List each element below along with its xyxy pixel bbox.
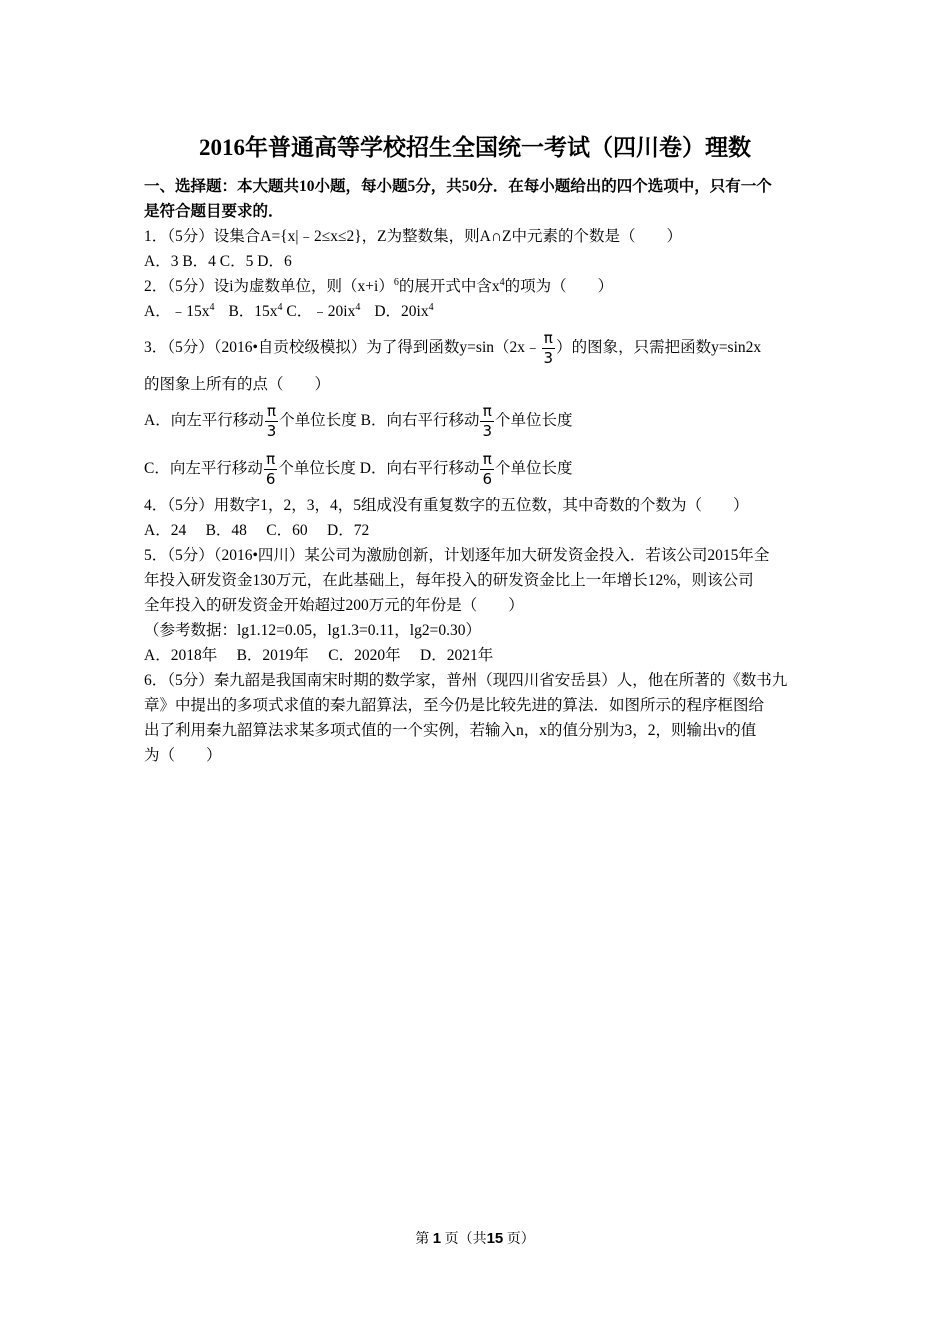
- footer-middle: 页（共: [444, 1232, 487, 1247]
- question-6-line-2: 章》中提出的多项式求值的秦九韶算法，至今仍是比较先进的算法．如图所示的程序框图给: [144, 697, 765, 714]
- fraction-pi-over-3: [480, 403, 494, 440]
- exam-content: [144, 174, 812, 768]
- question-4-options: A．24 B．48 C．60 D．72: [144, 522, 370, 539]
- footer-suffix: 页）: [506, 1232, 535, 1247]
- question-3-stem-cont: 的图象上所有的点（ ）: [144, 376, 331, 393]
- fraction-numerator: π: [543, 328, 553, 347]
- q3-option-a: A．向左平行移动: [144, 412, 264, 429]
- q2-exponent-6: 6: [393, 277, 399, 288]
- q2-option-c-exp: 4: [355, 302, 361, 313]
- q3-option-b: B．向右平行移动: [360, 412, 480, 429]
- question-6-line-1: 6．（5分）秦九韶是我国南宋时期的数学家，普州（现四川省安岳县）人，他在所著的《数书九: [144, 672, 788, 689]
- q2-option-a-exp: 4: [209, 302, 215, 313]
- fraction-numerator: π: [482, 449, 492, 468]
- footer-prefix: 第: [415, 1232, 430, 1247]
- q3-option-d: D．向右平行移动: [359, 460, 480, 477]
- fraction-denominator: 6: [482, 469, 493, 488]
- fraction-numerator: π: [482, 401, 492, 420]
- question-5-options: A．2018年 B．2019年 C．2020年 D．2021年: [144, 647, 494, 664]
- q3-option-a-unit: 个单位长度: [279, 412, 357, 429]
- q3-option-b-unit: 个单位长度: [495, 412, 573, 429]
- question-3-options-ab: [144, 397, 812, 445]
- q2-option-c: C．﹣20ix: [286, 303, 356, 320]
- footer-page-number: 1: [432, 1230, 442, 1247]
- fraction-pi-over-6: [480, 451, 494, 488]
- question-3-options-cd: [144, 445, 812, 493]
- question-5-reference-data: （参考数据：lg1.12=0.05，lg1.3=0.11，lg2=0.30）: [144, 622, 481, 639]
- footer-total-pages: 15: [486, 1230, 504, 1247]
- fraction-denominator: 3: [266, 421, 277, 440]
- q2-stem-part-1: 2．（5分）设i为虚数单位，则（x+i）: [144, 278, 394, 295]
- q2-stem-part-3: 的项为（ ）: [504, 278, 614, 295]
- q3-stem-part-1: 3．（5分）（2016•自贡校级模拟）为了得到函数y=sin（2x﹣: [144, 339, 541, 356]
- question-5-line-3: 全年投入的研发资金开始超过200万元的年份是（ ）: [144, 597, 524, 614]
- question-1-options: A．3 B．4 C．5 D．6: [144, 253, 292, 270]
- fraction-denominator: 3: [482, 421, 493, 440]
- fraction-pi-over-3: [542, 330, 556, 367]
- q3-stem-part-2: ）的图象，只需把函数y=sin2x: [556, 339, 762, 356]
- fraction-pi-over-3: [265, 403, 279, 440]
- fraction-denominator: 3: [543, 348, 554, 367]
- question-6-line-3: 出了利用秦九韶算法求某多项式值的一个实例，若输入n，x的值分别为3，2，则输出v的值: [144, 722, 757, 739]
- q3-option-c-unit: 个单位长度: [278, 460, 356, 477]
- question-2-options: [144, 299, 812, 324]
- question-2-stem: [144, 274, 812, 299]
- question-5-line-2: 年投入研发资金130万元，在此基础上，每年投入的研发资金比上一年增长12%，则该公司: [144, 572, 754, 589]
- q2-option-b: B．15x: [228, 303, 278, 320]
- page-footer: [0, 1228, 950, 1248]
- fraction-numerator: π: [266, 449, 276, 468]
- q2-option-d-exp: 4: [428, 302, 434, 313]
- question-4-stem: 4．（5分）用数字1，2，3，4，5组成没有重复数字的五位数，其中奇数的个数为（ ）: [144, 497, 749, 514]
- question-6-line-4: 为（ ）: [144, 747, 222, 764]
- fraction-denominator: 6: [265, 469, 276, 488]
- question-5-line-1: 5．（5分）（2016•四川）某公司为激励创新，计划逐年加大研发资金投入．若该公司2015年全: [144, 547, 770, 564]
- question-3-stem: [144, 324, 812, 372]
- q2-option-d: D．20ix: [374, 303, 429, 320]
- q2-option-a: A．﹣15x: [144, 303, 210, 320]
- fraction-pi-over-6: [264, 451, 278, 488]
- q3-option-d-unit: 个单位长度: [495, 460, 573, 477]
- q2-stem-part-2: 的展开式中含x: [398, 278, 500, 295]
- question-1-stem: 1．（5分）设集合A={x|﹣2≤x≤2}，Z为整数集，则A∩Z中元素的个数是（ ）: [144, 228, 683, 245]
- section-heading-line-2: 是符合题目要求的．: [144, 203, 284, 220]
- exam-title: 2016年普通高等学校招生全国统一考试（四川卷）理数: [199, 135, 751, 160]
- fraction-numerator: π: [266, 401, 276, 420]
- section-heading-line-1: 一、选择题：本大题共10小题，每小题5分，共50分．在每小题给出的四个选项中，只有一个: [144, 178, 772, 195]
- q3-option-c: C．向左平行移动: [144, 460, 263, 477]
- q2-exponent-4: 4: [499, 277, 505, 288]
- q2-option-b-exp: 4: [277, 302, 283, 313]
